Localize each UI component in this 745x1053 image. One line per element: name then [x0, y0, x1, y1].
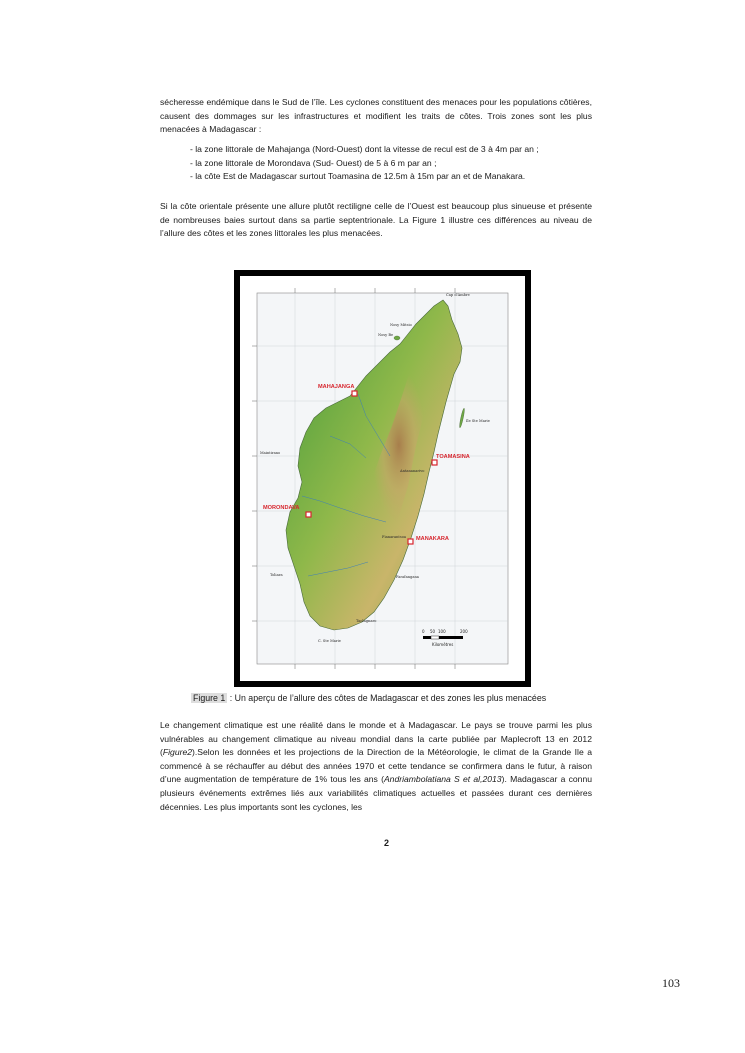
- scale-unit-label: Kilomètres: [432, 642, 454, 647]
- threatened-zones-list: [190, 143, 600, 184]
- city-mahajanga-label: MAHAJANGA: [318, 384, 355, 390]
- madagascar-map: [240, 276, 525, 681]
- climate-text-part-2: ).Selon les données et les projections de la Direction de la Météorologie, le climat de la Grande Ile a commencé à se réchauffer au début des années 1970 et cette tendance se confirmera dans le futur, à raison d’une augmentation de température de 1% tous les ans (: [160, 747, 592, 785]
- figure-2-reference: Figure2: [162, 747, 193, 758]
- scale-tick-200: 200: [460, 629, 468, 634]
- city-manakara-label: MANAKARA: [416, 536, 449, 542]
- caption-text: : Un aperçu de l’allure des côtes de Madagascar et des zones les plus menacées: [227, 693, 547, 703]
- inner-page-number: 2: [384, 838, 390, 848]
- climate-paragraph-text: [160, 719, 592, 814]
- climate-paragraph: [160, 719, 592, 814]
- scale-tick-0: 0: [422, 629, 425, 634]
- place-nosy-be: Nosy Be: [378, 333, 394, 337]
- place-toliara: Toliara: [270, 573, 283, 577]
- place-taolagnaro: Taolagnaro: [356, 619, 377, 623]
- city-toamasina-label: TOAMASINA: [436, 454, 470, 460]
- list-item: - la côte Est de Madagascar surtout Toamasina de 12.5m à 15m par an et de Manakara.: [190, 171, 526, 182]
- place-fianarantsoa: Fianarantsoa: [382, 535, 407, 539]
- intro-paragraph-text: sécheresse endémique dans le Sud de l’île. Les cyclones constituent des menaces pour les populations côtières, causent des dommages sur les infrastructures et modifient les traits de côtes. Trois zones sont les plus menacées à Madagascar :: [160, 97, 592, 135]
- nosy-be-island: [394, 336, 400, 340]
- climate-text-part-3: ). Madagascar a connu plusieurs événements extrêmes liés aux variabilités climatiques actuelles et passées durant ces dernières décennies. Les plus importants sont les cyclones, les: [160, 774, 592, 812]
- scale-tick-100: 100: [438, 629, 446, 634]
- place-cap-ambre: Cap d'Ambre: [446, 293, 470, 297]
- place-maintirano: Maintirano: [260, 451, 281, 455]
- scale-tick-50: 50: [430, 629, 436, 634]
- city-morondava-label: MORONDAVA: [263, 505, 300, 511]
- madagascar-map-graphic: [240, 276, 525, 681]
- place-farafangana: Farafangana: [396, 575, 419, 579]
- outer-page-number: 103: [662, 976, 680, 990]
- coast-paragraph-text: Si la côte orientale présente une allure plutôt rectiligne celle de l’Ouest est beaucoup plus sinueuse et présente de nombreuses baies surtout dans sa partie septentrionale. La Figure 1 illustre ces différences au niveau de l’allure des côtes et les zones littorales les plus menacées.: [160, 201, 592, 239]
- place-cap-sainte-marie: C. Ste Marie: [318, 639, 341, 643]
- list-item: - la zone littorale de Morondava (Sud- Ouest) de 5 à 6 m par an ;: [190, 157, 437, 168]
- place-ile-sainte-marie: Ile Ste Marie: [466, 419, 490, 423]
- figure-1-caption: [191, 692, 611, 704]
- climate-text-part-1: Le changement climatique est une réalité dans le monde et à Madagascar. Le pays se trouve parmi les plus vulnérables au changement climatique au niveau mondial dans la carte publiée par Maplecroft 13 en 2012 (: [160, 720, 592, 758]
- coast-paragraph: [160, 200, 592, 241]
- citation-reference: Andriambolatiana S et al,2013: [383, 774, 502, 785]
- place-antananarivo: Antananarivo: [400, 469, 425, 473]
- place-nosy-mitsio: Nosy Mitsio: [390, 323, 412, 327]
- intro-paragraph: [160, 96, 592, 137]
- caption-label: Figure 1: [193, 693, 226, 703]
- figure-1-frame: [234, 270, 531, 687]
- list-item: - la zone littorale de Mahajanga (Nord-Ouest) dont la vitesse de recul est de 3 à 4m par an ;: [190, 144, 539, 154]
